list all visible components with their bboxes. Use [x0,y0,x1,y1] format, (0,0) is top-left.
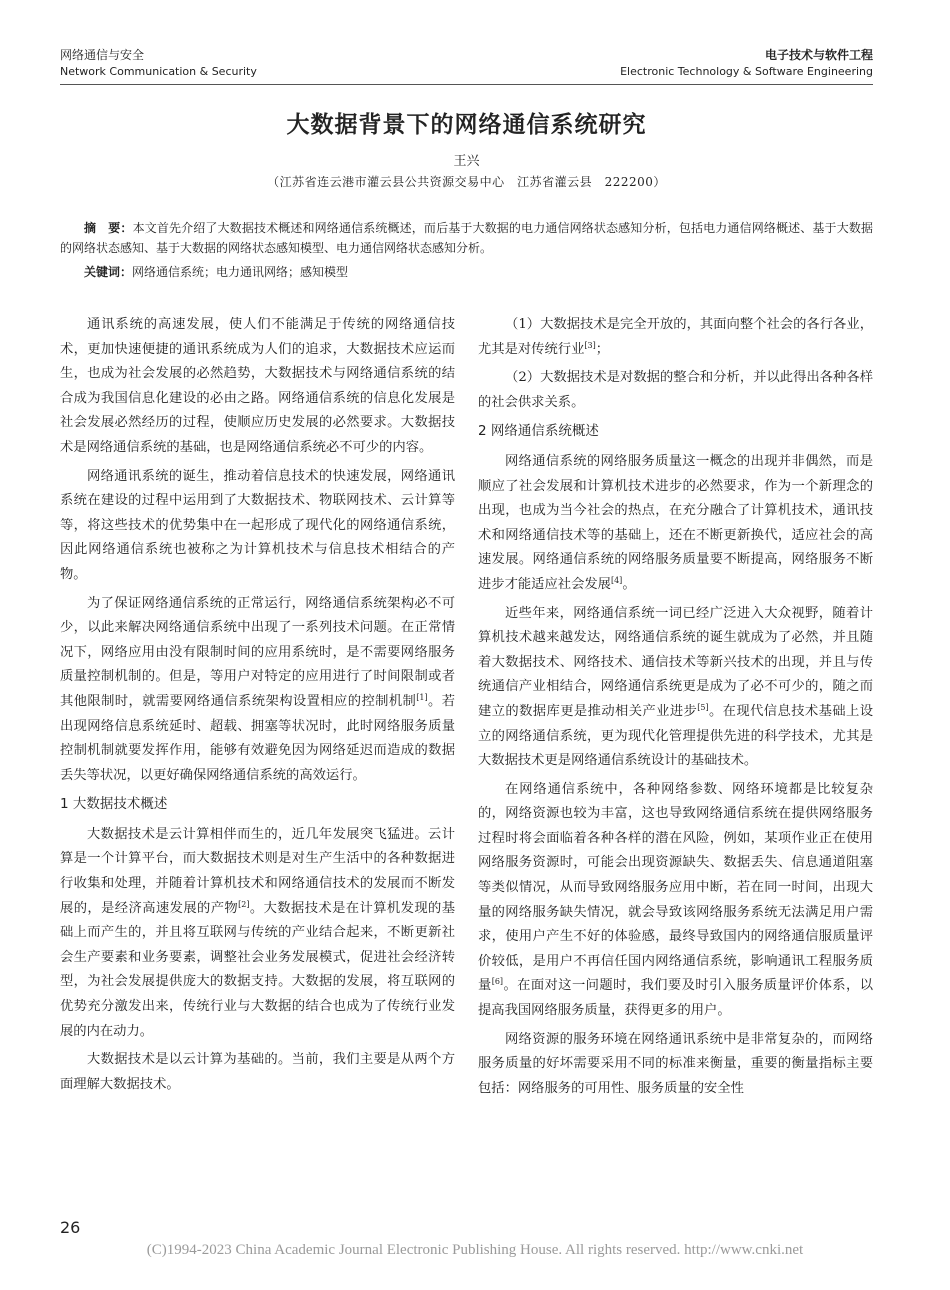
paragraph: 网络资源的服务环境在网络通讯系统中是非常复杂的，而网络服务质量的好坏需要采用不同的标准来衡量，重要的衡量指标主要包括：网络服务的可用性、服务质量的安全性 [478,1031,873,1096]
paragraph: 近些年来，网络通信系统一词已经广泛进入大众视野，随着计算机技术越来越发达，网络通信系统的诞生就成为了必然，并且随着大数据技术、网络技术、通信技术等新兴技术的出现，并且与传统通信产业相结合，网络通信系统更是成为了必不可少的，随之而建立的数据库更是推动相关产业进步[5]。在现代信息技术基础上设立的网络通信系统，更为现代化管理提供先进的科学技术，尤其是大数据技术更是网络通信系统设计的基础技术。 [478,605,874,769]
paragraph: （2）大数据技术是对数据的整合和分析，并以此得出各种各样的社会供求关系。 [478,370,873,410]
paragraph: 通讯系统的高速发展，使人们不能满足于传统的网络通信技术，更加快速便捷的通讯系统成为人们的追求，大数据技术应运而生，也成为社会发展的必然趋势，大数据技术与网络通信系统的结合成为我国信息化建设的必由之路。网络通信系统的信息化发展是社会发展必然经历的过程，使顺应历史发展的必然要求。大数据技术是网络通信系统的基础，也是网络通信系统必不可少的内容。 [60,317,455,455]
keywords-text: 网络通信系统；电力通讯网络；感知模型 [132,265,349,279]
citation: [6] [491,977,504,987]
keywords [84,262,873,282]
paragraph: 大数据技术是以云计算为基础的。当前，我们主要是从两个方面理解大数据技术。 [60,1052,455,1092]
paragraph: 为了保证网络通信系统的正常运行，网络通信系统架构必不可少，以此来解决网络通信系统中出现了一系列技术问题。在正常情况下，网络应用由没有限制时间的应用系统时，是不需要网络服务质量控制机制的。但是，等用户对特定的应用进行了时间限制或者其他限制时，就需要网络通信系统架构设置相应的控制机制[1]。若出现网络信息系统延时、超载、拥塞等状况时，此时网络服务质量控制机制就要发挥作用，能够有效避免因为网络延迟而造成的数据丢失等状况，以更好确保网络通信系统的高效运行。 [60,595,456,783]
citation: [5] [697,702,709,712]
header-rule [60,84,873,85]
running-header-left [60,47,257,79]
page-number: 26 [60,1218,81,1237]
section-name-cn: 网络通信与安全 [60,48,145,62]
paragraph: （1）大数据技术是完全开放的，其面向整个社会的各行各业，尤其是对传统行业[3]； [478,317,873,357]
journal-name-en: Electronic Technology & Software Engineering [620,65,873,78]
author-affiliation: （江苏省连云港市灌云县公共资源交易中心 江苏省灌云县 222200） [267,175,666,189]
copyright-watermark: (C)1994-2023 China Academic Journal Electronic Publishing House. All rights reserved. http://www.cnki.net [146,1242,804,1258]
right-column [478,313,873,1105]
paragraph: 在网络通信系统中，各种网络参数、网络环境都是比较复杂的，网络资源也较为丰富，这也导致网络通信系统在提供网络服务过程时将会面临着各种各样的潜在风险，例如，某项作业正在使用网络服务资源时，可能会出现资源缺失、数据丢失、信息通道阻塞等类似情况，从而导致网络服务应用中断，若在同一时间，出现大量的网络服务缺失情况，就会导致该网络服务系统无法满足用户需求，使用户产生不好的体验感，最终导致国内的网络通信服质量评价较低，是用户不再信任国内网络通信系统，影响通讯工程服务质量[6]。在面对这一问题时，我们要及时引入服务质量评价体系，以提高我国网络服务质量，获得更多的用户。 [478,781,874,1019]
keywords-label: 关键词： [84,265,133,279]
citation: [2] [238,899,250,909]
left-column [60,313,455,1101]
section-heading-2: 2 网络通信系统概述 [478,423,599,440]
paragraph: 网络通信系统的网络服务质量这一概念的出现并非偶然，而是顺应了社会发展和计算机技术进步的必然要求，作为一个新理念的出现，也成为当今社会的热点，在充分融合了计算机技术，通讯技术和网络通信技术等的基础上，还在不断更新换代，适应社会的高速发展。网络通信系统的网络服务质量要不断提高，网络服务不断进步才能适应社会发展[4]。 [478,453,873,592]
citation: [3] [584,340,596,350]
abstract-text: 本文首先介绍了大数据技术概述和网络通信系统概述，而后基于大数据的电力通信网络状态感知分析，包括电力通信网络概述、基于大数据的网络状态感知、基于大数据的网络状态感知模型、电力通信网络状态感知分析。 [60,221,873,255]
abstract [60,218,873,258]
citation: [1] [416,692,428,702]
running-header-right [620,47,873,79]
citation: [4] [610,575,623,585]
paragraph: 网络通讯系统的诞生，推动着信息技术的快速发展，网络通讯系统在建设的过程中运用到了大数据技术、物联网技术、云计算等等，将这些技术的优势集中在一起形成了现代化的网络通信系统，因此网络通信系统也被称之为计算机技术与信息技术相结合的产物。 [60,468,455,582]
paragraph: 大数据技术是云计算相伴而生的，近几年发展突飞猛进。云计算是一个计算平台，而大数据技术则是对生产生活中的各种数据进行收集和处理，并随着计算机技术和网络通信技术的发展而不断发展的，是经济高速发展的产物[2]。大数据技术是在计算机发现的基础上而产生的，并且将互联网与传统的产业结合起来，不断更新社会生产要素和业务要素，调整社会业务发展模式，促进社会经济转型，为社会发展提供庞大的数据支持。大数据的发展，将互联网的优势充分激发出来，传统行业与大数据的结合也成为了传统行业发展的内在动力。 [60,826,456,1039]
journal-name-cn: 电子技术与软件工程 [764,48,873,62]
abstract-label: 摘 要： [84,221,133,235]
section-name-en: Network Communication & Security [60,65,257,78]
section-heading-1: 1 大数据技术概述 [60,796,168,813]
author-name: 王兴 [453,154,480,169]
paper-title: 大数据背景下的网络通信系统研究 [286,112,647,138]
